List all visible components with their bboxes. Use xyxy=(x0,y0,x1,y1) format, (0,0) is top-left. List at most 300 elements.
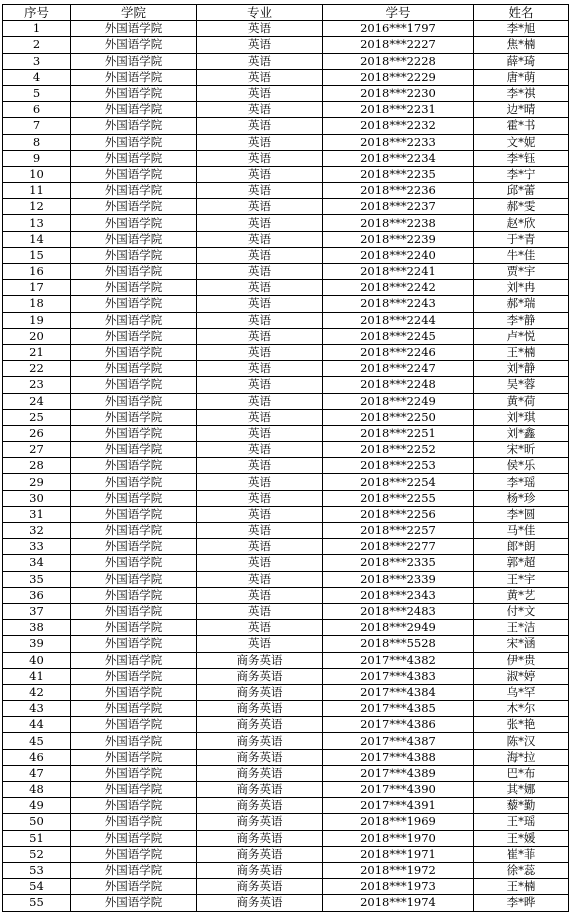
cell-college: 外国语学院 xyxy=(71,442,197,458)
cell-index: 23 xyxy=(3,377,71,393)
cell-college: 外国语学院 xyxy=(71,264,197,280)
cell-college: 外国语学院 xyxy=(71,668,197,684)
cell-index: 2 xyxy=(3,37,71,53)
cell-college: 外国语学院 xyxy=(71,506,197,522)
cell-student-id: 2018***1971 xyxy=(323,846,474,862)
cell-name: 焦*楠 xyxy=(474,37,569,53)
table-row xyxy=(3,862,569,878)
table-row xyxy=(3,506,569,522)
cell-name: 于*青 xyxy=(474,231,569,247)
cell-name: 王*洁 xyxy=(474,620,569,636)
table-row xyxy=(3,264,569,280)
cell-name: 牛*佳 xyxy=(474,247,569,263)
cell-student-id: 2018***2255 xyxy=(323,490,474,506)
cell-college: 外国语学院 xyxy=(71,150,197,166)
table-row xyxy=(3,21,569,37)
cell-index: 1 xyxy=(3,21,71,37)
cell-college: 外国语学院 xyxy=(71,37,197,53)
cell-major: 英语 xyxy=(197,442,323,458)
cell-name: 郝*瑞 xyxy=(474,296,569,312)
cell-student-id: 2018***2240 xyxy=(323,247,474,263)
cell-major: 商务英语 xyxy=(197,830,323,846)
cell-college: 外国语学院 xyxy=(71,749,197,765)
cell-student-id: 2018***2242 xyxy=(323,280,474,296)
cell-name: 李*祺 xyxy=(474,85,569,101)
cell-major: 商务英语 xyxy=(197,668,323,684)
cell-student-id: 2018***2247 xyxy=(323,361,474,377)
cell-major: 英语 xyxy=(197,603,323,619)
cell-student-id: 2018***2245 xyxy=(323,328,474,344)
cell-index: 7 xyxy=(3,118,71,134)
cell-index: 32 xyxy=(3,523,71,539)
cell-index: 22 xyxy=(3,361,71,377)
cell-name: 李*瑶 xyxy=(474,474,569,490)
cell-name: 王*瑶 xyxy=(474,814,569,830)
cell-name: 赵*欣 xyxy=(474,215,569,231)
cell-name: 侯*乐 xyxy=(474,458,569,474)
cell-name: 徐*蕊 xyxy=(474,862,569,878)
cell-index: 31 xyxy=(3,506,71,522)
cell-index: 37 xyxy=(3,603,71,619)
table-row xyxy=(3,199,569,215)
cell-index: 17 xyxy=(3,280,71,296)
cell-college: 外国语学院 xyxy=(71,409,197,425)
cell-index: 25 xyxy=(3,409,71,425)
table-row xyxy=(3,150,569,166)
cell-index: 45 xyxy=(3,733,71,749)
cell-student-id: 2017***4389 xyxy=(323,765,474,781)
table-row xyxy=(3,555,569,571)
cell-index: 4 xyxy=(3,69,71,85)
cell-index: 9 xyxy=(3,150,71,166)
cell-major: 英语 xyxy=(197,344,323,360)
table-row xyxy=(3,442,569,458)
cell-index: 11 xyxy=(3,183,71,199)
cell-index: 44 xyxy=(3,717,71,733)
table-row xyxy=(3,37,569,53)
cell-major: 英语 xyxy=(197,474,323,490)
cell-college: 外国语学院 xyxy=(71,782,197,798)
cell-index: 51 xyxy=(3,830,71,846)
cell-major: 英语 xyxy=(197,280,323,296)
table-row xyxy=(3,166,569,182)
cell-student-id: 2018***2238 xyxy=(323,215,474,231)
cell-index: 33 xyxy=(3,539,71,555)
cell-index: 36 xyxy=(3,587,71,603)
table-row xyxy=(3,215,569,231)
cell-name: 伊*贵 xyxy=(474,652,569,668)
cell-college: 外国语学院 xyxy=(71,296,197,312)
cell-student-id: 2018***2339 xyxy=(323,571,474,587)
cell-index: 5 xyxy=(3,85,71,101)
cell-student-id: 2018***2241 xyxy=(323,264,474,280)
cell-student-id: 2018***2277 xyxy=(323,539,474,555)
cell-college: 外国语学院 xyxy=(71,85,197,101)
cell-name: 刘*冉 xyxy=(474,280,569,296)
table-row xyxy=(3,425,569,441)
cell-college: 外国语学院 xyxy=(71,862,197,878)
cell-major: 英语 xyxy=(197,571,323,587)
cell-college: 外国语学院 xyxy=(71,328,197,344)
cell-major: 商务英语 xyxy=(197,862,323,878)
cell-name: 王*楠 xyxy=(474,879,569,895)
table-row xyxy=(3,458,569,474)
cell-student-id: 2018***2234 xyxy=(323,150,474,166)
cell-college: 外国语学院 xyxy=(71,69,197,85)
cell-student-id: 2018***2243 xyxy=(323,296,474,312)
cell-name: 贾*宇 xyxy=(474,264,569,280)
cell-name: 海*拉 xyxy=(474,749,569,765)
cell-index: 48 xyxy=(3,782,71,798)
cell-student-id: 2018***2335 xyxy=(323,555,474,571)
cell-student-id: 2018***2229 xyxy=(323,69,474,85)
cell-student-id: 2018***1973 xyxy=(323,879,474,895)
cell-major: 商务英语 xyxy=(197,798,323,814)
table-row xyxy=(3,490,569,506)
cell-student-id: 2018***2251 xyxy=(323,425,474,441)
cell-index: 29 xyxy=(3,474,71,490)
table-row xyxy=(3,280,569,296)
cell-college: 外国语学院 xyxy=(71,247,197,263)
cell-name: 刘*琪 xyxy=(474,409,569,425)
cell-college: 外国语学院 xyxy=(71,458,197,474)
cell-name: 刘*鑫 xyxy=(474,425,569,441)
header-row xyxy=(3,5,569,21)
table-row xyxy=(3,118,569,134)
cell-major: 英语 xyxy=(197,409,323,425)
student-table xyxy=(2,4,569,912)
cell-name: 唐*萌 xyxy=(474,69,569,85)
cell-college: 外国语学院 xyxy=(71,102,197,118)
cell-major: 商务英语 xyxy=(197,733,323,749)
cell-index: 39 xyxy=(3,636,71,652)
cell-major: 英语 xyxy=(197,53,323,69)
cell-major: 英语 xyxy=(197,37,323,53)
cell-major: 英语 xyxy=(197,102,323,118)
cell-name: 李*宁 xyxy=(474,166,569,182)
cell-student-id: 2017***4384 xyxy=(323,684,474,700)
cell-major: 商务英语 xyxy=(197,895,323,911)
cell-student-id: 2017***4386 xyxy=(323,717,474,733)
cell-student-id: 2018***2235 xyxy=(323,166,474,182)
cell-name: 木*尔 xyxy=(474,701,569,717)
cell-name: 付*文 xyxy=(474,603,569,619)
cell-name: 李*旭 xyxy=(474,21,569,37)
cell-college: 外国语学院 xyxy=(71,280,197,296)
cell-major: 英语 xyxy=(197,328,323,344)
cell-college: 外国语学院 xyxy=(71,765,197,781)
table-row xyxy=(3,328,569,344)
cell-name: 巴*布 xyxy=(474,765,569,781)
cell-student-id: 2017***4388 xyxy=(323,749,474,765)
table-row xyxy=(3,571,569,587)
cell-major: 英语 xyxy=(197,587,323,603)
cell-major: 商务英语 xyxy=(197,814,323,830)
cell-college: 外国语学院 xyxy=(71,733,197,749)
cell-index: 34 xyxy=(3,555,71,571)
table-row xyxy=(3,69,569,85)
cell-student-id: 2018***1969 xyxy=(323,814,474,830)
cell-major: 商务英语 xyxy=(197,717,323,733)
cell-index: 52 xyxy=(3,846,71,862)
cell-major: 英语 xyxy=(197,118,323,134)
cell-major: 英语 xyxy=(197,183,323,199)
table-row xyxy=(3,620,569,636)
cell-college: 外国语学院 xyxy=(71,652,197,668)
cell-name: 霍*书 xyxy=(474,118,569,134)
cell-index: 26 xyxy=(3,425,71,441)
cell-college: 外国语学院 xyxy=(71,53,197,69)
cell-index: 35 xyxy=(3,571,71,587)
cell-student-id: 2018***2246 xyxy=(323,344,474,360)
cell-name: 卢*悦 xyxy=(474,328,569,344)
cell-index: 15 xyxy=(3,247,71,263)
cell-major: 英语 xyxy=(197,555,323,571)
cell-major: 商务英语 xyxy=(197,765,323,781)
cell-name: 藜*勤 xyxy=(474,798,569,814)
cell-student-id: 2017***4385 xyxy=(323,701,474,717)
cell-name: 马*佳 xyxy=(474,523,569,539)
cell-index: 46 xyxy=(3,749,71,765)
cell-major: 英语 xyxy=(197,231,323,247)
cell-name: 张*艳 xyxy=(474,717,569,733)
table-row xyxy=(3,539,569,555)
table-row xyxy=(3,523,569,539)
cell-student-id: 2018***2343 xyxy=(323,587,474,603)
cell-major: 英语 xyxy=(197,539,323,555)
table-row xyxy=(3,296,569,312)
cell-index: 27 xyxy=(3,442,71,458)
table-row xyxy=(3,895,569,911)
table-row xyxy=(3,798,569,814)
cell-major: 英语 xyxy=(197,296,323,312)
table-row xyxy=(3,814,569,830)
cell-major: 英语 xyxy=(197,69,323,85)
cell-name: 杨*珍 xyxy=(474,490,569,506)
table-row xyxy=(3,102,569,118)
cell-index: 18 xyxy=(3,296,71,312)
cell-index: 19 xyxy=(3,312,71,328)
cell-student-id: 2018***2256 xyxy=(323,506,474,522)
cell-college: 外国语学院 xyxy=(71,636,197,652)
cell-college: 外国语学院 xyxy=(71,231,197,247)
cell-index: 41 xyxy=(3,668,71,684)
cell-major: 英语 xyxy=(197,85,323,101)
cell-major: 英语 xyxy=(197,393,323,409)
cell-index: 53 xyxy=(3,862,71,878)
cell-major: 英语 xyxy=(197,506,323,522)
cell-index: 8 xyxy=(3,134,71,150)
cell-college: 外国语学院 xyxy=(71,798,197,814)
cell-college: 外国语学院 xyxy=(71,701,197,717)
cell-name: 王*媛 xyxy=(474,830,569,846)
table-row xyxy=(3,393,569,409)
cell-name: 其*娜 xyxy=(474,782,569,798)
cell-name: 李*晔 xyxy=(474,895,569,911)
cell-major: 英语 xyxy=(197,199,323,215)
cell-major: 商务英语 xyxy=(197,879,323,895)
cell-name: 崔*菲 xyxy=(474,846,569,862)
cell-major: 英语 xyxy=(197,377,323,393)
cell-major: 英语 xyxy=(197,21,323,37)
table-row xyxy=(3,247,569,263)
cell-major: 商务英语 xyxy=(197,846,323,862)
cell-major: 英语 xyxy=(197,458,323,474)
table-row xyxy=(3,636,569,652)
cell-index: 24 xyxy=(3,393,71,409)
cell-college: 外国语学院 xyxy=(71,684,197,700)
cell-student-id: 2017***4390 xyxy=(323,782,474,798)
cell-student-id: 2018***1972 xyxy=(323,862,474,878)
cell-college: 外国语学院 xyxy=(71,393,197,409)
cell-college: 外国语学院 xyxy=(71,620,197,636)
cell-college: 外国语学院 xyxy=(71,830,197,846)
cell-college: 外国语学院 xyxy=(71,312,197,328)
cell-college: 外国语学院 xyxy=(71,555,197,571)
cell-student-id: 2018***2239 xyxy=(323,231,474,247)
cell-college: 外国语学院 xyxy=(71,183,197,199)
table-row xyxy=(3,231,569,247)
cell-college: 外国语学院 xyxy=(71,895,197,911)
cell-name: 李*静 xyxy=(474,312,569,328)
cell-name: 淑*婷 xyxy=(474,668,569,684)
cell-college: 外国语学院 xyxy=(71,846,197,862)
cell-index: 55 xyxy=(3,895,71,911)
cell-college: 外国语学院 xyxy=(71,199,197,215)
table-row xyxy=(3,782,569,798)
table-row xyxy=(3,684,569,700)
cell-student-id: 2018***2231 xyxy=(323,102,474,118)
table-row xyxy=(3,879,569,895)
cell-college: 外国语学院 xyxy=(71,425,197,441)
cell-student-id: 2018***1974 xyxy=(323,895,474,911)
table-row xyxy=(3,377,569,393)
cell-student-id: 2018***2252 xyxy=(323,442,474,458)
cell-student-id: 2018***1970 xyxy=(323,830,474,846)
cell-major: 商务英语 xyxy=(197,749,323,765)
cell-major: 英语 xyxy=(197,636,323,652)
cell-student-id: 2017***4391 xyxy=(323,798,474,814)
table-row xyxy=(3,474,569,490)
cell-student-id: 2018***2483 xyxy=(323,603,474,619)
cell-college: 外国语学院 xyxy=(71,134,197,150)
cell-student-id: 2018***2250 xyxy=(323,409,474,425)
cell-name: 薛*琦 xyxy=(474,53,569,69)
cell-student-id: 2018***2236 xyxy=(323,183,474,199)
cell-index: 47 xyxy=(3,765,71,781)
table-row xyxy=(3,652,569,668)
cell-student-id: 2017***4382 xyxy=(323,652,474,668)
cell-name: 边*晴 xyxy=(474,102,569,118)
cell-student-id: 2018***2254 xyxy=(323,474,474,490)
cell-student-id: 2018***2248 xyxy=(323,377,474,393)
cell-index: 49 xyxy=(3,798,71,814)
table-row xyxy=(3,312,569,328)
cell-student-id: 2017***4387 xyxy=(323,733,474,749)
cell-student-id: 2018***2227 xyxy=(323,37,474,53)
cell-major: 英语 xyxy=(197,247,323,263)
header-student-id: 学号 xyxy=(323,5,474,21)
cell-college: 外国语学院 xyxy=(71,879,197,895)
cell-index: 30 xyxy=(3,490,71,506)
table-row xyxy=(3,53,569,69)
cell-index: 43 xyxy=(3,701,71,717)
table-header xyxy=(3,5,569,21)
cell-student-id: 2018***2949 xyxy=(323,620,474,636)
cell-college: 外国语学院 xyxy=(71,571,197,587)
table-row xyxy=(3,733,569,749)
cell-college: 外国语学院 xyxy=(71,603,197,619)
table-row xyxy=(3,717,569,733)
cell-student-id: 2018***2228 xyxy=(323,53,474,69)
cell-college: 外国语学院 xyxy=(71,587,197,603)
cell-name: 李*圆 xyxy=(474,506,569,522)
header-major: 专业 xyxy=(197,5,323,21)
cell-major: 英语 xyxy=(197,150,323,166)
cell-student-id: 2018***2232 xyxy=(323,118,474,134)
table-row xyxy=(3,85,569,101)
cell-student-id: 2018***2230 xyxy=(323,85,474,101)
cell-major: 英语 xyxy=(197,523,323,539)
cell-student-id: 2018***2257 xyxy=(323,523,474,539)
header-name: 姓名 xyxy=(474,5,569,21)
table-row xyxy=(3,749,569,765)
table-row xyxy=(3,846,569,862)
student-list-sheet xyxy=(2,4,569,912)
table-row xyxy=(3,587,569,603)
cell-major: 英语 xyxy=(197,134,323,150)
cell-name: 文*妮 xyxy=(474,134,569,150)
cell-name: 吴*蓉 xyxy=(474,377,569,393)
cell-name: 宋*涵 xyxy=(474,636,569,652)
cell-college: 外国语学院 xyxy=(71,21,197,37)
cell-student-id: 2018***2233 xyxy=(323,134,474,150)
cell-student-id: 2018***2244 xyxy=(323,312,474,328)
cell-index: 14 xyxy=(3,231,71,247)
cell-index: 54 xyxy=(3,879,71,895)
table-row xyxy=(3,765,569,781)
cell-index: 10 xyxy=(3,166,71,182)
cell-name: 李*钰 xyxy=(474,150,569,166)
table-row xyxy=(3,701,569,717)
cell-college: 外国语学院 xyxy=(71,539,197,555)
cell-index: 42 xyxy=(3,684,71,700)
cell-name: 刘*静 xyxy=(474,361,569,377)
cell-college: 外国语学院 xyxy=(71,377,197,393)
cell-college: 外国语学院 xyxy=(71,215,197,231)
cell-college: 外国语学院 xyxy=(71,490,197,506)
cell-name: 邱*蕾 xyxy=(474,183,569,199)
cell-student-id: 2018***2253 xyxy=(323,458,474,474)
table-row xyxy=(3,409,569,425)
table-row xyxy=(3,183,569,199)
table-row xyxy=(3,668,569,684)
cell-index: 40 xyxy=(3,652,71,668)
cell-major: 英语 xyxy=(197,620,323,636)
cell-major: 英语 xyxy=(197,490,323,506)
cell-college: 外国语学院 xyxy=(71,717,197,733)
cell-name: 王*楠 xyxy=(474,344,569,360)
cell-student-id: 2018***2237 xyxy=(323,199,474,215)
table-row xyxy=(3,134,569,150)
cell-college: 外国语学院 xyxy=(71,814,197,830)
cell-index: 3 xyxy=(3,53,71,69)
cell-index: 13 xyxy=(3,215,71,231)
cell-major: 商务英语 xyxy=(197,782,323,798)
cell-index: 38 xyxy=(3,620,71,636)
cell-college: 外国语学院 xyxy=(71,474,197,490)
table-row xyxy=(3,361,569,377)
